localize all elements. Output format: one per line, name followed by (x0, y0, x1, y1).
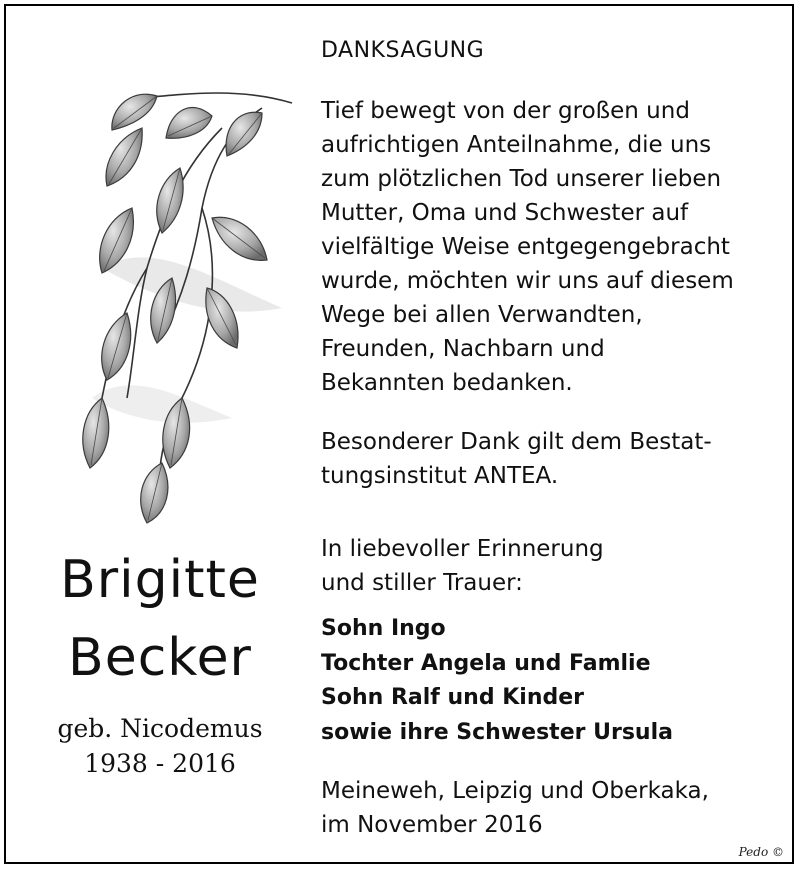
special-thanks-paragraph: Besonderer Dank gilt dem Bestat- tungsinstitut ANTEA. (321, 429, 712, 489)
deceased-last-name: Becker (68, 628, 252, 688)
signer-item: Sohn Ralf und Kinder (321, 685, 585, 710)
place-date: Meineweh, Leipzig und Oberkaka, im November 2016 (321, 778, 709, 838)
signer-item: Tochter Angela und Famlie (321, 650, 651, 676)
designer-credit: Pedo © (738, 845, 784, 859)
notice-heading: DANKSAGUNG (321, 38, 485, 63)
signer-item: sowie ihre Schwester Ursula (321, 719, 673, 745)
birch-branch-icon (62, 68, 312, 528)
thanks-paragraph: Tief bewegt von der großen und aufrichtigen Anteilnahme, die uns zum plötzlichen Tod unserer lieben Mutter, Oma und Schwester auf vielfältige Weise entgegengebracht wurde, möchten wir uns auf diesem Wege bei allen Verwandten, Freunden, Nachbarn und Bekannten bedanken. (321, 98, 734, 396)
deceased-first-name: Brigitte (60, 550, 260, 610)
deceased-life-years: 1938 - 2016 (84, 749, 236, 778)
signer-item: Sohn Ingo (321, 616, 446, 641)
memory-line: In liebevoller Erinnerung und stiller Trauer: (321, 536, 604, 596)
deceased-birth-name: geb. Nicodemus (57, 714, 263, 743)
signers-list (321, 612, 761, 750)
